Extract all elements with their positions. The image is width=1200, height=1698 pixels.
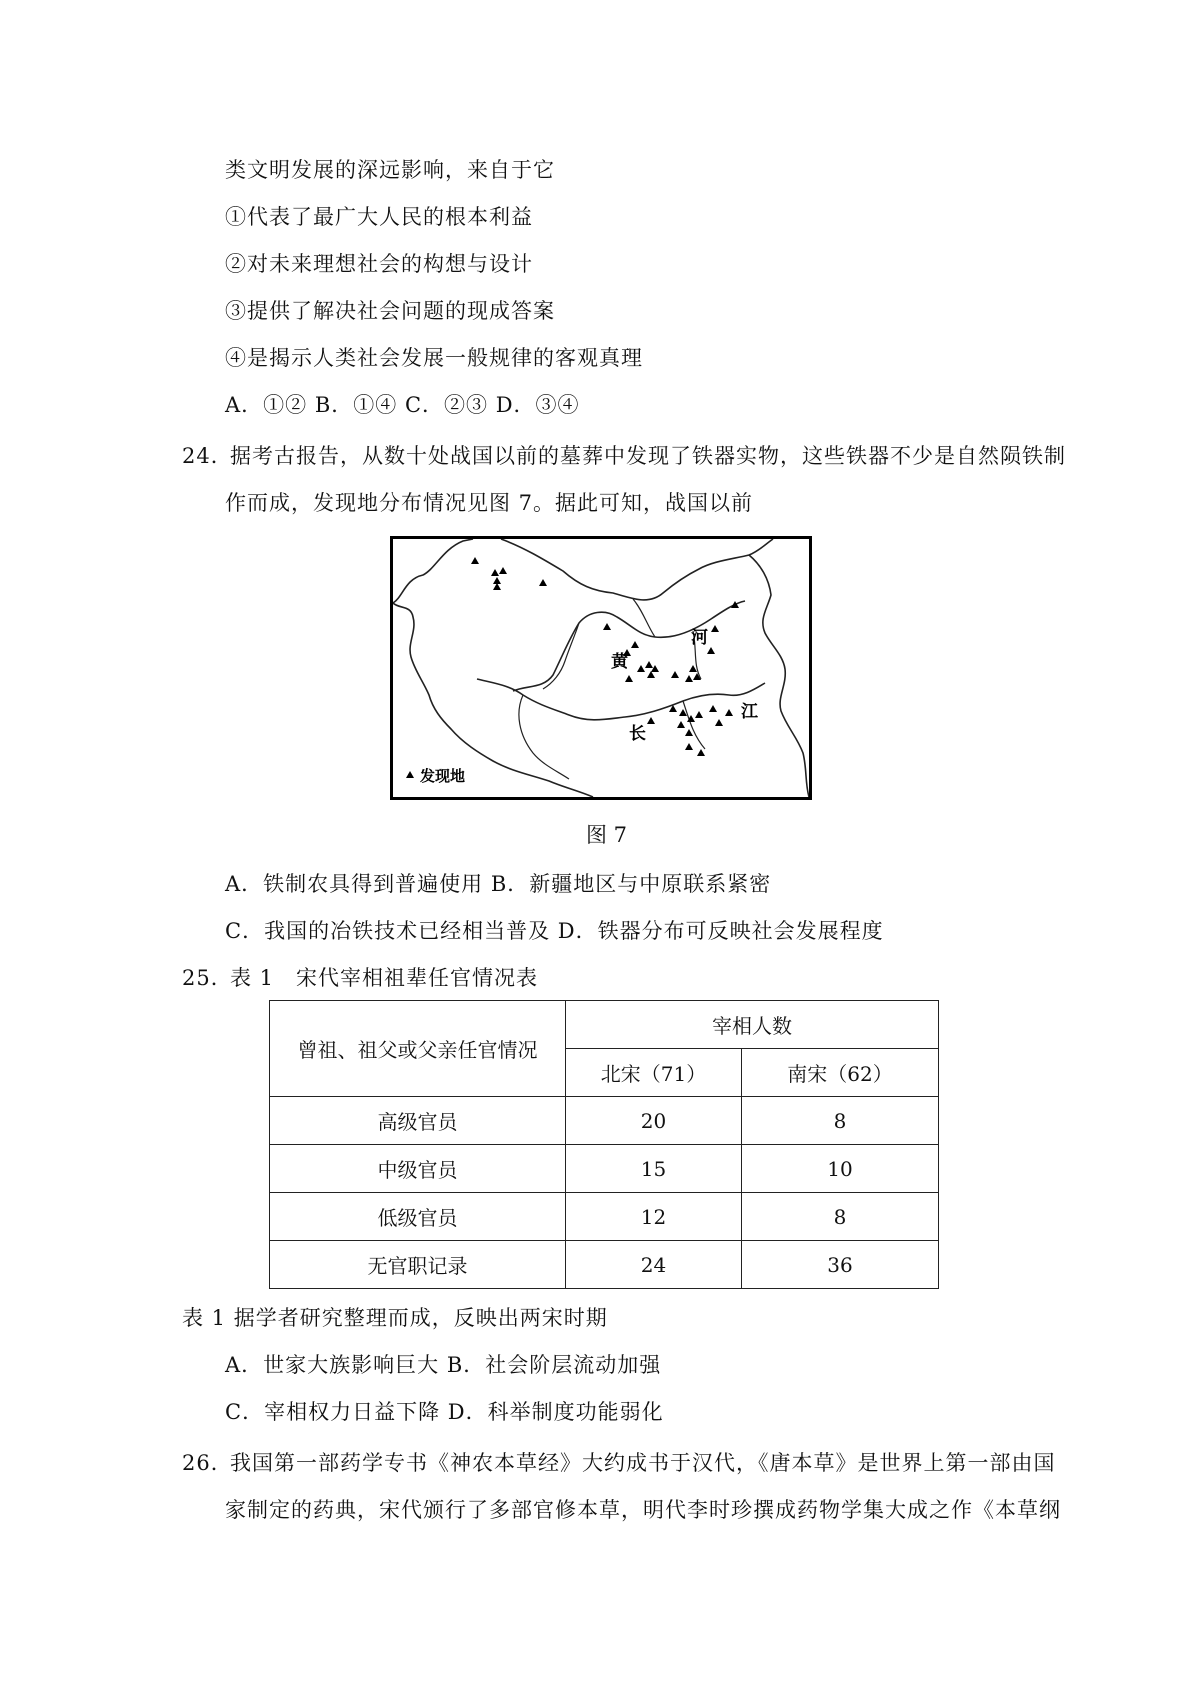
map-label-huang: 黄: [611, 652, 628, 672]
table-cell-south: 8: [742, 1193, 939, 1241]
q25-options-line2: C．宰相权力日益下降 D．科举制度功能弱化: [225, 1400, 664, 1424]
q26-stem-line1: 我国第一部药学专书《神农本草经》大约成书于汉代，《唐本草》是世界上第一部由国: [230, 1451, 1056, 1475]
table-header-row: [270, 1001, 939, 1049]
table-group-header: 宰相人数: [566, 1001, 939, 1049]
find-site-marker: [625, 675, 633, 682]
table-subheader-north: 北宋（71）: [566, 1049, 742, 1097]
figure-caption: 图 7: [586, 823, 628, 847]
map-label-jiang: 江: [741, 702, 758, 722]
find-site-marker: [631, 641, 639, 648]
q25-options-line1: A．世家大族影响巨大 B．社会阶层流动加强: [225, 1353, 662, 1377]
table-cell-south: 10: [742, 1145, 939, 1193]
map-legend-label: 发现地: [420, 767, 466, 785]
q26-stem-line2: 家制定的药典，宋代颁行了多部官修本草，明代李时珍撰成药物学集大成之作《本草纲: [225, 1498, 1061, 1522]
q25-note: 表 1 据学者研究整理而成，反映出两宋时期: [182, 1306, 608, 1330]
find-site-marker: [491, 569, 499, 576]
find-site-markers: [471, 557, 739, 756]
chancellor-ancestry-table: [269, 1000, 939, 1289]
q23-statement-4: ④是揭示人类社会发展一般规律的客观真理: [225, 346, 643, 370]
find-site-marker: [715, 719, 723, 726]
find-site-marker: [695, 711, 703, 718]
find-site-marker: [499, 567, 507, 574]
table-subheader-south: 南宋（62）: [742, 1049, 939, 1097]
find-site-marker: [731, 601, 739, 608]
map-label-he: 河: [691, 628, 708, 648]
yangtze-river: [477, 679, 765, 720]
find-site-marker: [645, 661, 653, 668]
q24-stem-line2: 作而成，发现地分布情况见图 7。据此可知，战国以前: [225, 491, 754, 515]
table-cell-north: 20: [566, 1097, 742, 1145]
table-row-label: 无官职记录: [270, 1241, 566, 1289]
find-site-marker: [697, 749, 705, 756]
q24-options-line1: A．铁制农具得到普遍使用 B．新疆地区与中原联系紧密: [225, 872, 772, 896]
find-site-marker: [677, 721, 685, 728]
table-cell-north: 12: [566, 1193, 742, 1241]
q23-statement-3: ③提供了解决社会问题的现成答案: [225, 299, 555, 323]
table-row-label: 低级官员: [270, 1193, 566, 1241]
table-row-label: 中级官员: [270, 1145, 566, 1193]
map-boundary-north: [393, 539, 773, 603]
find-site-marker: [647, 671, 655, 678]
find-site-marker: [637, 665, 645, 672]
q23-statement-1: ①代表了最广大人民的根本利益: [225, 205, 533, 229]
find-site-marker: [493, 577, 501, 584]
find-site-marker: [651, 665, 659, 672]
q24-number: 24．: [182, 444, 233, 468]
find-site-marker: [707, 647, 715, 654]
map-svg: [393, 539, 809, 797]
iron-finds-map: [390, 536, 812, 800]
find-site-marker: [539, 579, 547, 586]
find-site-marker: [725, 709, 733, 716]
q23-stem-tail: 类文明发展的深远影响，来自于它: [225, 158, 555, 182]
table-cell-south: 8: [742, 1097, 939, 1145]
table-row: [270, 1145, 939, 1193]
q24-options-line2: C．我国的冶铁技术已经相当普及 D．铁器分布可反映社会发展程度: [225, 919, 884, 943]
find-site-marker: [671, 671, 679, 678]
q23-options: A．①② B．①④ C．②③ D．③④: [225, 393, 580, 417]
table-cell-south: 36: [742, 1241, 939, 1289]
q25-table-title: 表 1 宋代宰相祖辈任官情况表: [230, 966, 539, 990]
q26-number: 26．: [182, 1451, 233, 1475]
map-label-chang: 长: [629, 724, 646, 744]
table-cell-north: 24: [566, 1241, 742, 1289]
find-site-marker: [493, 583, 501, 590]
table-cell-north: 15: [566, 1145, 742, 1193]
table-row: [270, 1193, 939, 1241]
map-boundary-east: [749, 555, 809, 797]
table-row: [270, 1097, 939, 1145]
table-row-label: 高级官员: [270, 1097, 566, 1145]
find-site-marker: [471, 557, 479, 564]
q25-number: 25．: [182, 966, 233, 990]
find-site-marker: [647, 717, 655, 724]
find-site-marker: [685, 729, 693, 736]
table-row: [270, 1241, 939, 1289]
find-site-marker: [685, 743, 693, 750]
triangle-icon: [406, 771, 414, 778]
find-site-marker: [709, 705, 717, 712]
find-site-marker: [603, 623, 611, 630]
q24-stem-line1: 据考古报告，从数十处战国以前的墓葬中发现了铁器实物，这些铁器不少是自然陨铁制: [230, 444, 1066, 468]
q23-statement-2: ②对未来理想社会的构想与设计: [225, 252, 533, 276]
find-site-marker: [685, 675, 693, 682]
find-site-marker: [689, 665, 697, 672]
yangtze-tributary: [519, 695, 569, 779]
find-site-marker: [711, 625, 719, 632]
table-col-header: 曾祖、祖父或父亲任官情况: [270, 1001, 566, 1097]
